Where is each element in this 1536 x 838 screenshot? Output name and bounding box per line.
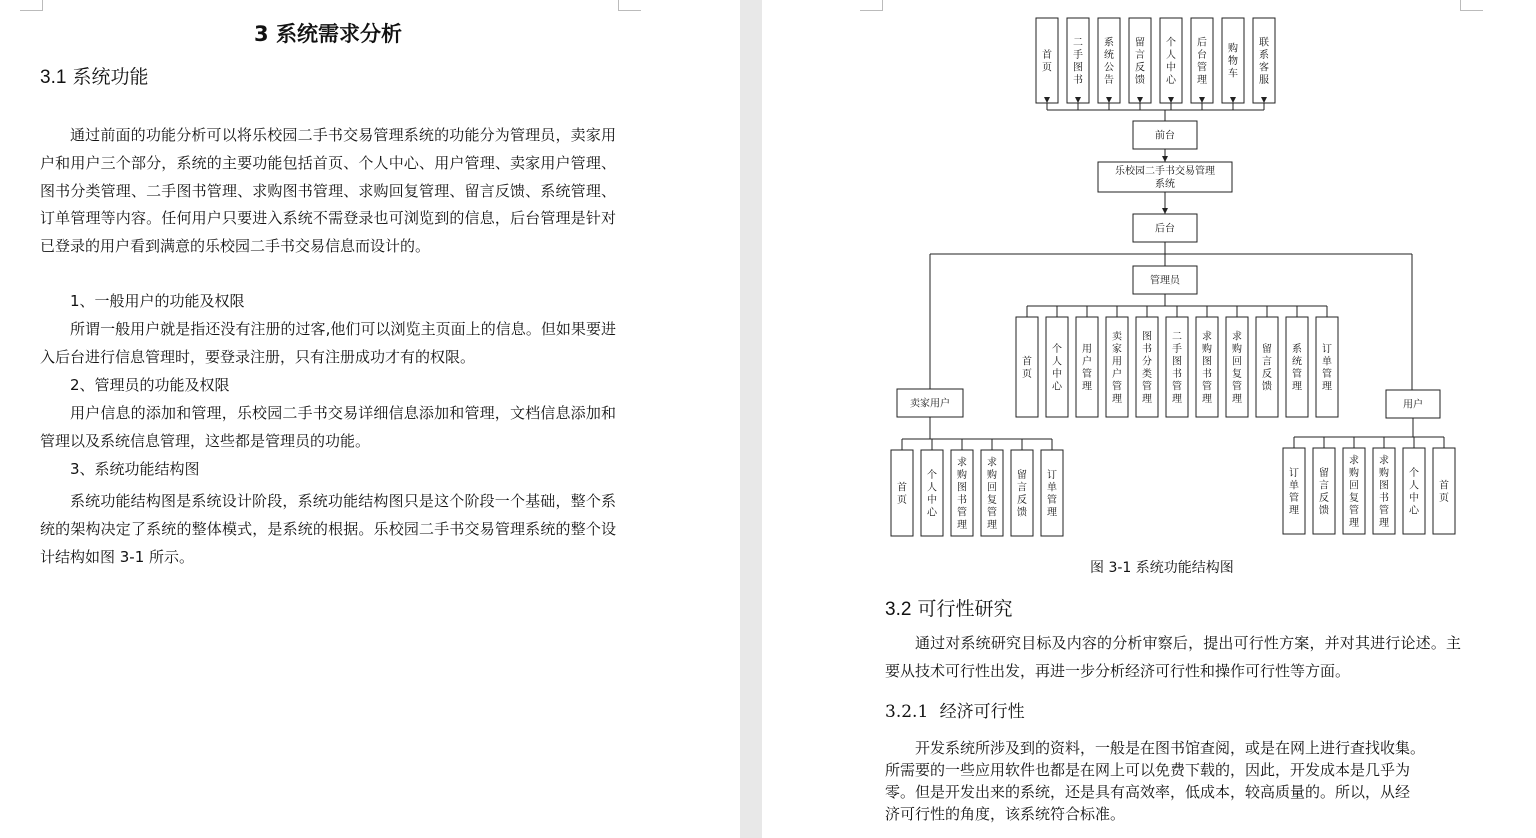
section-number: 3.2.1 xyxy=(885,702,929,722)
system-node-label: 系统 xyxy=(1155,179,1175,190)
user-item-label: 订单管理 xyxy=(1289,467,1299,517)
admin-item-label: 图书分类管理 xyxy=(1142,331,1152,405)
front-node-label: 前台 xyxy=(1155,130,1175,142)
admin-item-label: 系统管理 xyxy=(1292,343,1302,393)
section-title: 经济可行性 xyxy=(939,702,1025,722)
section-3-2-1-line: 济可行性的角度，该系统符合标准。 xyxy=(885,805,1126,823)
user-item-label: 求购回复管理 xyxy=(1349,455,1359,529)
section-heading-3-1 xyxy=(40,62,148,89)
section-3-2-1-line: 所需要的一些应用软件也都是在网上可以免费下载的，因此，开发成本是几乎为 xyxy=(885,761,1411,779)
arrow-head xyxy=(1162,156,1168,162)
user-node-label: 用户 xyxy=(1403,399,1423,411)
figure-caption: 图 3-1 系统功能结构图 xyxy=(1090,560,1234,576)
admin-item-label: 留言反馈 xyxy=(1262,343,1272,393)
admin-item-label: 求购回复管理 xyxy=(1232,331,1242,405)
document-page-right xyxy=(762,0,1536,838)
seller-item-label: 求购图书管理 xyxy=(957,457,967,531)
system-node-label: 乐校园二手书交易管理 xyxy=(1115,166,1215,177)
admin-item-label: 用户管理 xyxy=(1082,343,1092,393)
admin-node-label: 管理员 xyxy=(1150,275,1180,287)
admin-item-label: 二手图书管理 xyxy=(1172,331,1182,405)
seller-item-label: 留言反馈 xyxy=(1017,469,1027,519)
chapter-title: 3 系统需求分析 xyxy=(254,22,402,46)
item3-paragraph: 系统功能结构图是系统设计阶段，系统功能结构图只是这个阶段一个基础，整个系统的架构决定了系统的整体模式，是系统的根据。乐校园二手书交易管理系统的整个设计结构如图 3-1 所示。 xyxy=(40,492,616,566)
front-item-label: 后台管理 xyxy=(1197,37,1207,86)
admin-item-label: 个人中心 xyxy=(1052,343,1062,393)
intro-paragraph: 通过前面的功能分析可以将乐校园二手书交易管理系统的功能分为管理员，卖家用户和用户三个部分，系统的主要功能包括首页、个人中心、用户管理、卖家用户管理、图书分类管理、二手图书管理、求购图书管理、求购回复管理、留言反馈、系统管理、订单管理等内容。任何用户只要进入系统不需登录也可浏览到的信息，后台管理是针对已登录的用户看到满意的乐校园二手书交易信息而设计的。 xyxy=(40,126,616,256)
section-heading-3-2-1 xyxy=(885,697,1025,722)
function-structure-diagram xyxy=(762,0,1536,560)
item2-heading: 2、管理员的功能及权限 xyxy=(70,376,230,394)
document-page-left xyxy=(0,0,740,838)
section-3-2-paragraph: 通过对系统研究目标及内容的分析审察后，提出可行性方案，并对其进行论述。主要从技术可行性出发，再进一步分析经济可行性和操作可行性等方面。 xyxy=(885,634,1461,680)
section-title: 系统功能 xyxy=(72,66,149,88)
section-title: 可行性研究 xyxy=(917,598,1013,620)
item2-paragraph: 用户信息的添加和管理，乐校园二手书交易详细信息添加和管理，文档信息添加和管理以及系统信息管理，这些都是管理员的功能。 xyxy=(40,404,616,450)
section-number: 3.1 xyxy=(40,67,67,88)
seller-item-label: 个人中心 xyxy=(927,469,937,519)
seller-item-label: 首页 xyxy=(897,482,907,506)
back-node-label: 后台 xyxy=(1155,223,1175,235)
admin-item-label: 订单管理 xyxy=(1322,343,1332,393)
front-item-label: 留言反馈 xyxy=(1135,37,1145,86)
item1-paragraph: 所谓一般用户就是指还没有注册的过客,他们可以浏览主页面上的信息。但如果要进入后台进行信息管理时，要登录注册，只有注册成功才有的权限。 xyxy=(40,320,616,366)
section-number: 3.2 xyxy=(885,599,912,620)
seller-item-label: 订单管理 xyxy=(1047,469,1057,519)
arrow-head xyxy=(1162,208,1168,214)
section-3-2-1-line: 开发系统所涉及到的资料，一般是在图书馆查阅，或是在网上进行查找收集。 xyxy=(915,739,1426,757)
user-item-label: 求购图书管理 xyxy=(1379,455,1389,529)
front-item-label: 联系客服 xyxy=(1259,37,1269,86)
seller-item-label: 求购回复管理 xyxy=(987,457,997,531)
front-item-label: 购物车 xyxy=(1228,43,1238,80)
section-heading-3-2 xyxy=(885,594,1012,621)
section-3-2-1-line: 零。但是开发出来的系统，还是具有高效率，低成本，较高质量的。所以，从经 xyxy=(885,783,1411,801)
user-item-label: 首页 xyxy=(1439,480,1449,504)
admin-item-label: 首页 xyxy=(1022,356,1032,380)
front-item-label: 系统公告 xyxy=(1104,37,1114,86)
user-item-label: 个人中心 xyxy=(1409,467,1419,517)
seller-node-label: 卖家用户 xyxy=(910,398,950,410)
admin-item-label: 卖家用户管理 xyxy=(1112,331,1122,405)
front-item-label: 个人中心 xyxy=(1166,37,1176,86)
user-item-label: 留言反馈 xyxy=(1319,467,1329,517)
front-item-label: 首页 xyxy=(1042,49,1052,74)
item3-heading: 3、系统功能结构图 xyxy=(70,460,200,478)
page-gutter xyxy=(740,0,762,838)
crop-mark xyxy=(618,0,641,11)
admin-item-label: 求购图书管理 xyxy=(1202,331,1212,405)
crop-mark xyxy=(20,0,43,11)
item1-heading: 1、一般用户的功能及权限 xyxy=(70,292,245,310)
front-item-label: 二手图书 xyxy=(1073,37,1083,86)
